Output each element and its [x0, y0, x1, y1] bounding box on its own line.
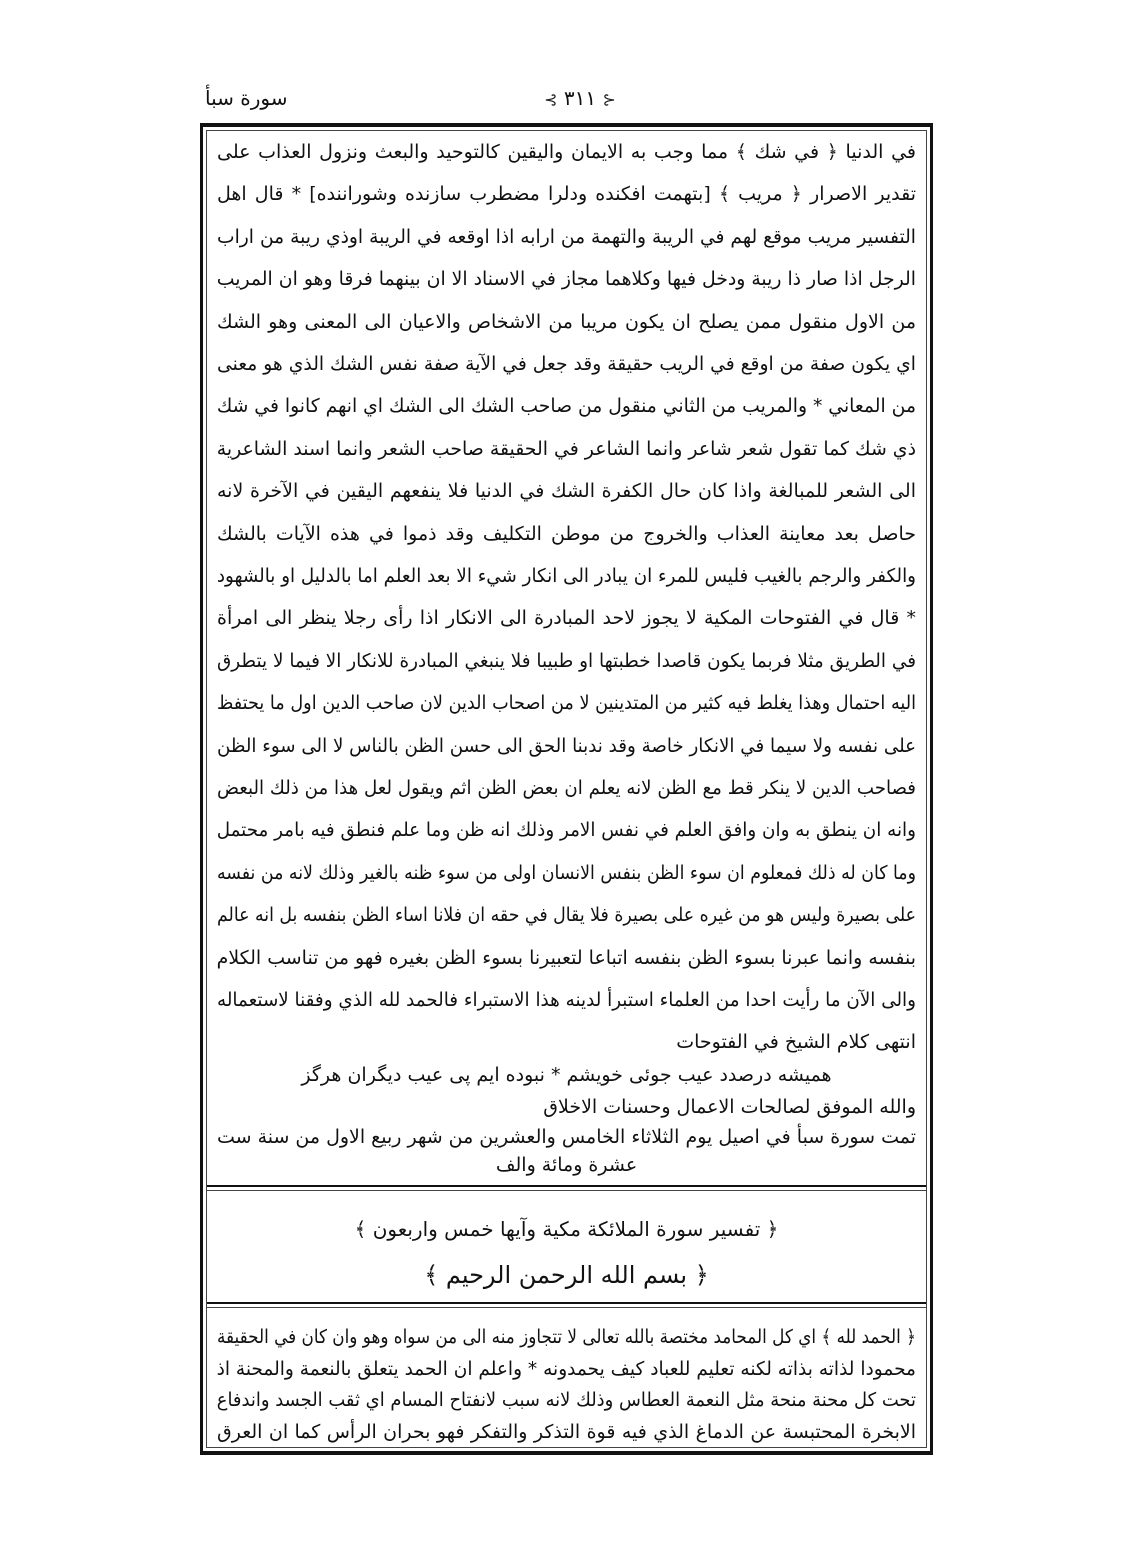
divider [207, 1185, 926, 1191]
text-line: تحت كل محنة منحة مثل النعمة العطاس وذلك لانه سبب لانفتاح المسام اي ثقب الجسد واندفاع [216, 1389, 916, 1411]
running-header-surah-name: سورة سبأ [205, 86, 288, 110]
text-line: من المعاني * والمريب من الثاني منقول من صاحب الشك الى الشك اي انهم كانوا في شك [216, 395, 916, 418]
closing-line: والله الموفق لصالحات الاعمال وحسنات الاخلاق [543, 1096, 916, 1118]
text-line: على بصيرة وليس هو من غيره على بصيرة فلا يقال في حقه ان فلانا اساء الظن بنفسه بل انه عالم [217, 904, 916, 927]
text-line: محمودا لذاته بذاته لكنه تعليم للعباد كيف يحمدونه * واعلم ان الحمد يتعلق بالنعمة والمحنة اذ [216, 1357, 917, 1380]
text-line: في الطريق مثلا فربما يكون قاصدا خطبتها او طبيبا فلا ينبغي المبادرة للانكار الا فيما لا يتطرق [217, 649, 916, 672]
text-line: الرجل اذا صار ذا ريبة ودخل فيها وكلاهما مجاز في الاسناد الا ان بينهما فرقا وهو ان المريب [216, 268, 917, 291]
text-frame [200, 123, 933, 1455]
text-line: حاصل بعد معاينة العذاب والخروج من موطن التكليف وقد ذموا في هذه الآيات بالشك [217, 522, 916, 545]
text-line: وما كان له ذلك فمعلوم ان سوء الظن بنفس الانسان اولى من سوء ظنه بالغير وذلك لانه من نفسه [216, 861, 917, 884]
colophon-line: عشرة ومائة والف [495, 1154, 638, 1176]
text-line: ذي شك كما تقول شعر شاعر وانما الشاعر في الحقيقة صاحب الشعر وانما اسند الشاعرية [216, 437, 916, 460]
text-line: على نفسه ولا سيما في الانكار خاصة وقد ندبنا الحق الى حسن الظن بالناس لا الى سوء الظن [216, 734, 917, 757]
text-line: فصاحب الدين لا ينكر قط مع الظن لانه يعلم ان بعض الظن اثم ويقول لعل هذا من ذلك البعض [216, 777, 916, 799]
page-number [500, 86, 660, 110]
surah-title: ﴿ تفسير سورة الملائكة مكية وآيها خمس واربعون ﴾ [354, 1217, 779, 1241]
divider [207, 1302, 926, 1308]
text-line: الابخرة المحتبسة عن الدماغ الذي فيه قوة التذكر والتفكر فهو بحران الرأس كما ان العرق [217, 1420, 916, 1443]
text-line: في الدنيا ﴿ في شك ﴾ مما وجب به الايمان واليقين كالتوحيد والبعث ونزول العذاب على [217, 141, 916, 163]
text-line: انتهى كلام الشيخ في الفتوحات [676, 1031, 916, 1054]
text-line: بنفسه وانما عبرنا بسوء الظن بنفسه اتباعا لتعبيرنا بسوء الظن بغيره فهو من تناسب الكلام [216, 946, 916, 969]
text-line: التفسير مريب موقع لهم في الريبة والتهمة من ارابه اذا اوقعه في الريبة اوذي ريبة من اراب [217, 225, 916, 248]
text-line: من الاول منقول ممن يصلح ان يكون مريبا من الاشخاص والاعيان الى المعنى وهو الشك [217, 310, 916, 333]
ornament-icon: ⊱ [544, 90, 558, 109]
text-line: * قال في الفتوحات المكية لا يجوز لاحد المبادرة الى الانكار اذا رأى رجلا ينظر الى امرأة [217, 607, 916, 630]
text-line: اي يكون صفة من اوقع في الريب حقيقة وقد جعل في الآية صفة نفس الشك الذي هو معنى [217, 353, 916, 375]
text-line: والى الآن ما رأيت احدا من العلماء استبرأ لدينه هذا الاستبراء فالحمد لله الذي وفقنا لاستعماله [217, 989, 916, 1011]
text-line: ﴿ الحمد لله ﴾ اي كل المحامد مختصة بالله تعالى لا تتجاوز منه الى من سواه وهو وان كان في الحقيقة [217, 1326, 916, 1348]
text-line: وانه ان ينطق به وان وافق العلم في نفس الامر وذلك انه ظن وما علم فنطق فيه بامر محتمل [216, 819, 916, 842]
colophon-line: تمت سورة سبأ في اصيل يوم الثلاثاء الخامس والعشرين من شهر ربيع الاول من سنة ست [217, 1126, 916, 1148]
text-line: والكفر والرجم بالغيب فليس للمرء ان يبادر الى انكار شيء الا بعد العلم اما بالدليل او بالشهود [216, 565, 916, 587]
text-line: تقدير الاصرار ﴿ مريب ﴾ [بتهمت افكنده ودلرا مضطرب سازنده وشوراننده] * قال اهل [217, 183, 916, 206]
basmala: ﴿ بسم الله الرحمن الرحيم ﴾ [424, 1261, 709, 1289]
text-line: اليه احتمال وهذا يغلط فيه كثير من المتدينين لا من اصحاب الدين لان صاحب الدين اول ما يحتفظ [217, 692, 916, 715]
page-number-text: ٣١١ [563, 86, 597, 110]
persian-verse: همیشه درصدد عیب جوئی خویشم * نبوده ایم پی عیب دیگران هرگز [301, 1064, 832, 1086]
text-line: الى الشعر للمبالغة واذا كان حال الكفرة الشك في الدنيا فلا ينفعهم اليقين في الآخرة لانه [217, 480, 916, 503]
ornament-icon: ⊰ [602, 90, 616, 109]
